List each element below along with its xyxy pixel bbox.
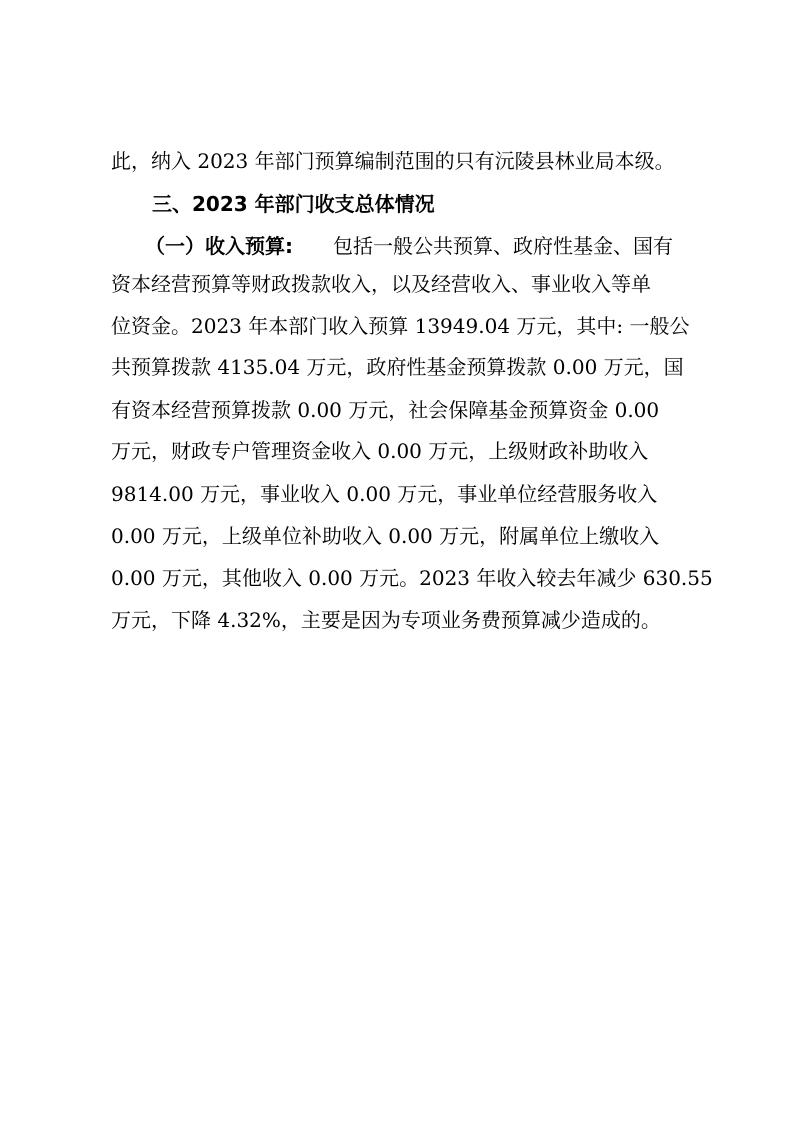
body-line	[0, 311, 793, 341]
text-line: 此，纳入 2023 年部门预算编制范围的只有沅陵县林业局本级。	[111, 149, 675, 173]
text-line: 万元，财政专户管理资金收入 0.00 万元，上级财政补助收入	[111, 439, 649, 463]
body-line	[0, 521, 793, 551]
section-heading	[0, 189, 793, 219]
body-line	[0, 269, 793, 299]
body-line	[0, 395, 793, 425]
subsection-first-line	[0, 231, 793, 261]
text-line: 万元，下降 4.32%，主要是因为专项业务费预算减少造成的。	[111, 608, 661, 632]
text-line: 0.00 万元，上级单位补助收入 0.00 万元，附属单位上缴收入	[111, 524, 660, 548]
text-line: 共预算拨款 4135.04 万元，政府性基金预算拨款 0.00 万元，国	[111, 355, 684, 379]
body-line	[0, 479, 793, 509]
subsection-heading: （一）收入预算:	[145, 234, 293, 258]
body-line	[0, 436, 793, 466]
text-line: 位资金。2023 年本部门收入预算 13949.04 万元，其中: 一般公	[111, 314, 690, 338]
text-line: 有资本经营预算拨款 0.00 万元，社会保障基金预算资金 0.00	[111, 398, 660, 422]
section-heading-text: 三、2023 年部门收支总体情况	[152, 192, 435, 216]
text-line: 包括一般公共预算、政府性基金、国有	[333, 234, 673, 258]
body-line	[0, 563, 793, 593]
body-line	[0, 605, 793, 635]
text-line: 9814.00 万元，事业收入 0.00 万元，事业单位经营服务收入	[111, 482, 658, 506]
text-line: 0.00 万元，其他收入 0.00 万元。2023 年收入较去年减少 630.55	[111, 566, 713, 590]
paragraph-continuation	[0, 146, 793, 176]
text-line: 资本经营预算等财政拨款收入，以及经营收入、事业收入等单	[111, 272, 651, 296]
body-line	[0, 352, 793, 382]
